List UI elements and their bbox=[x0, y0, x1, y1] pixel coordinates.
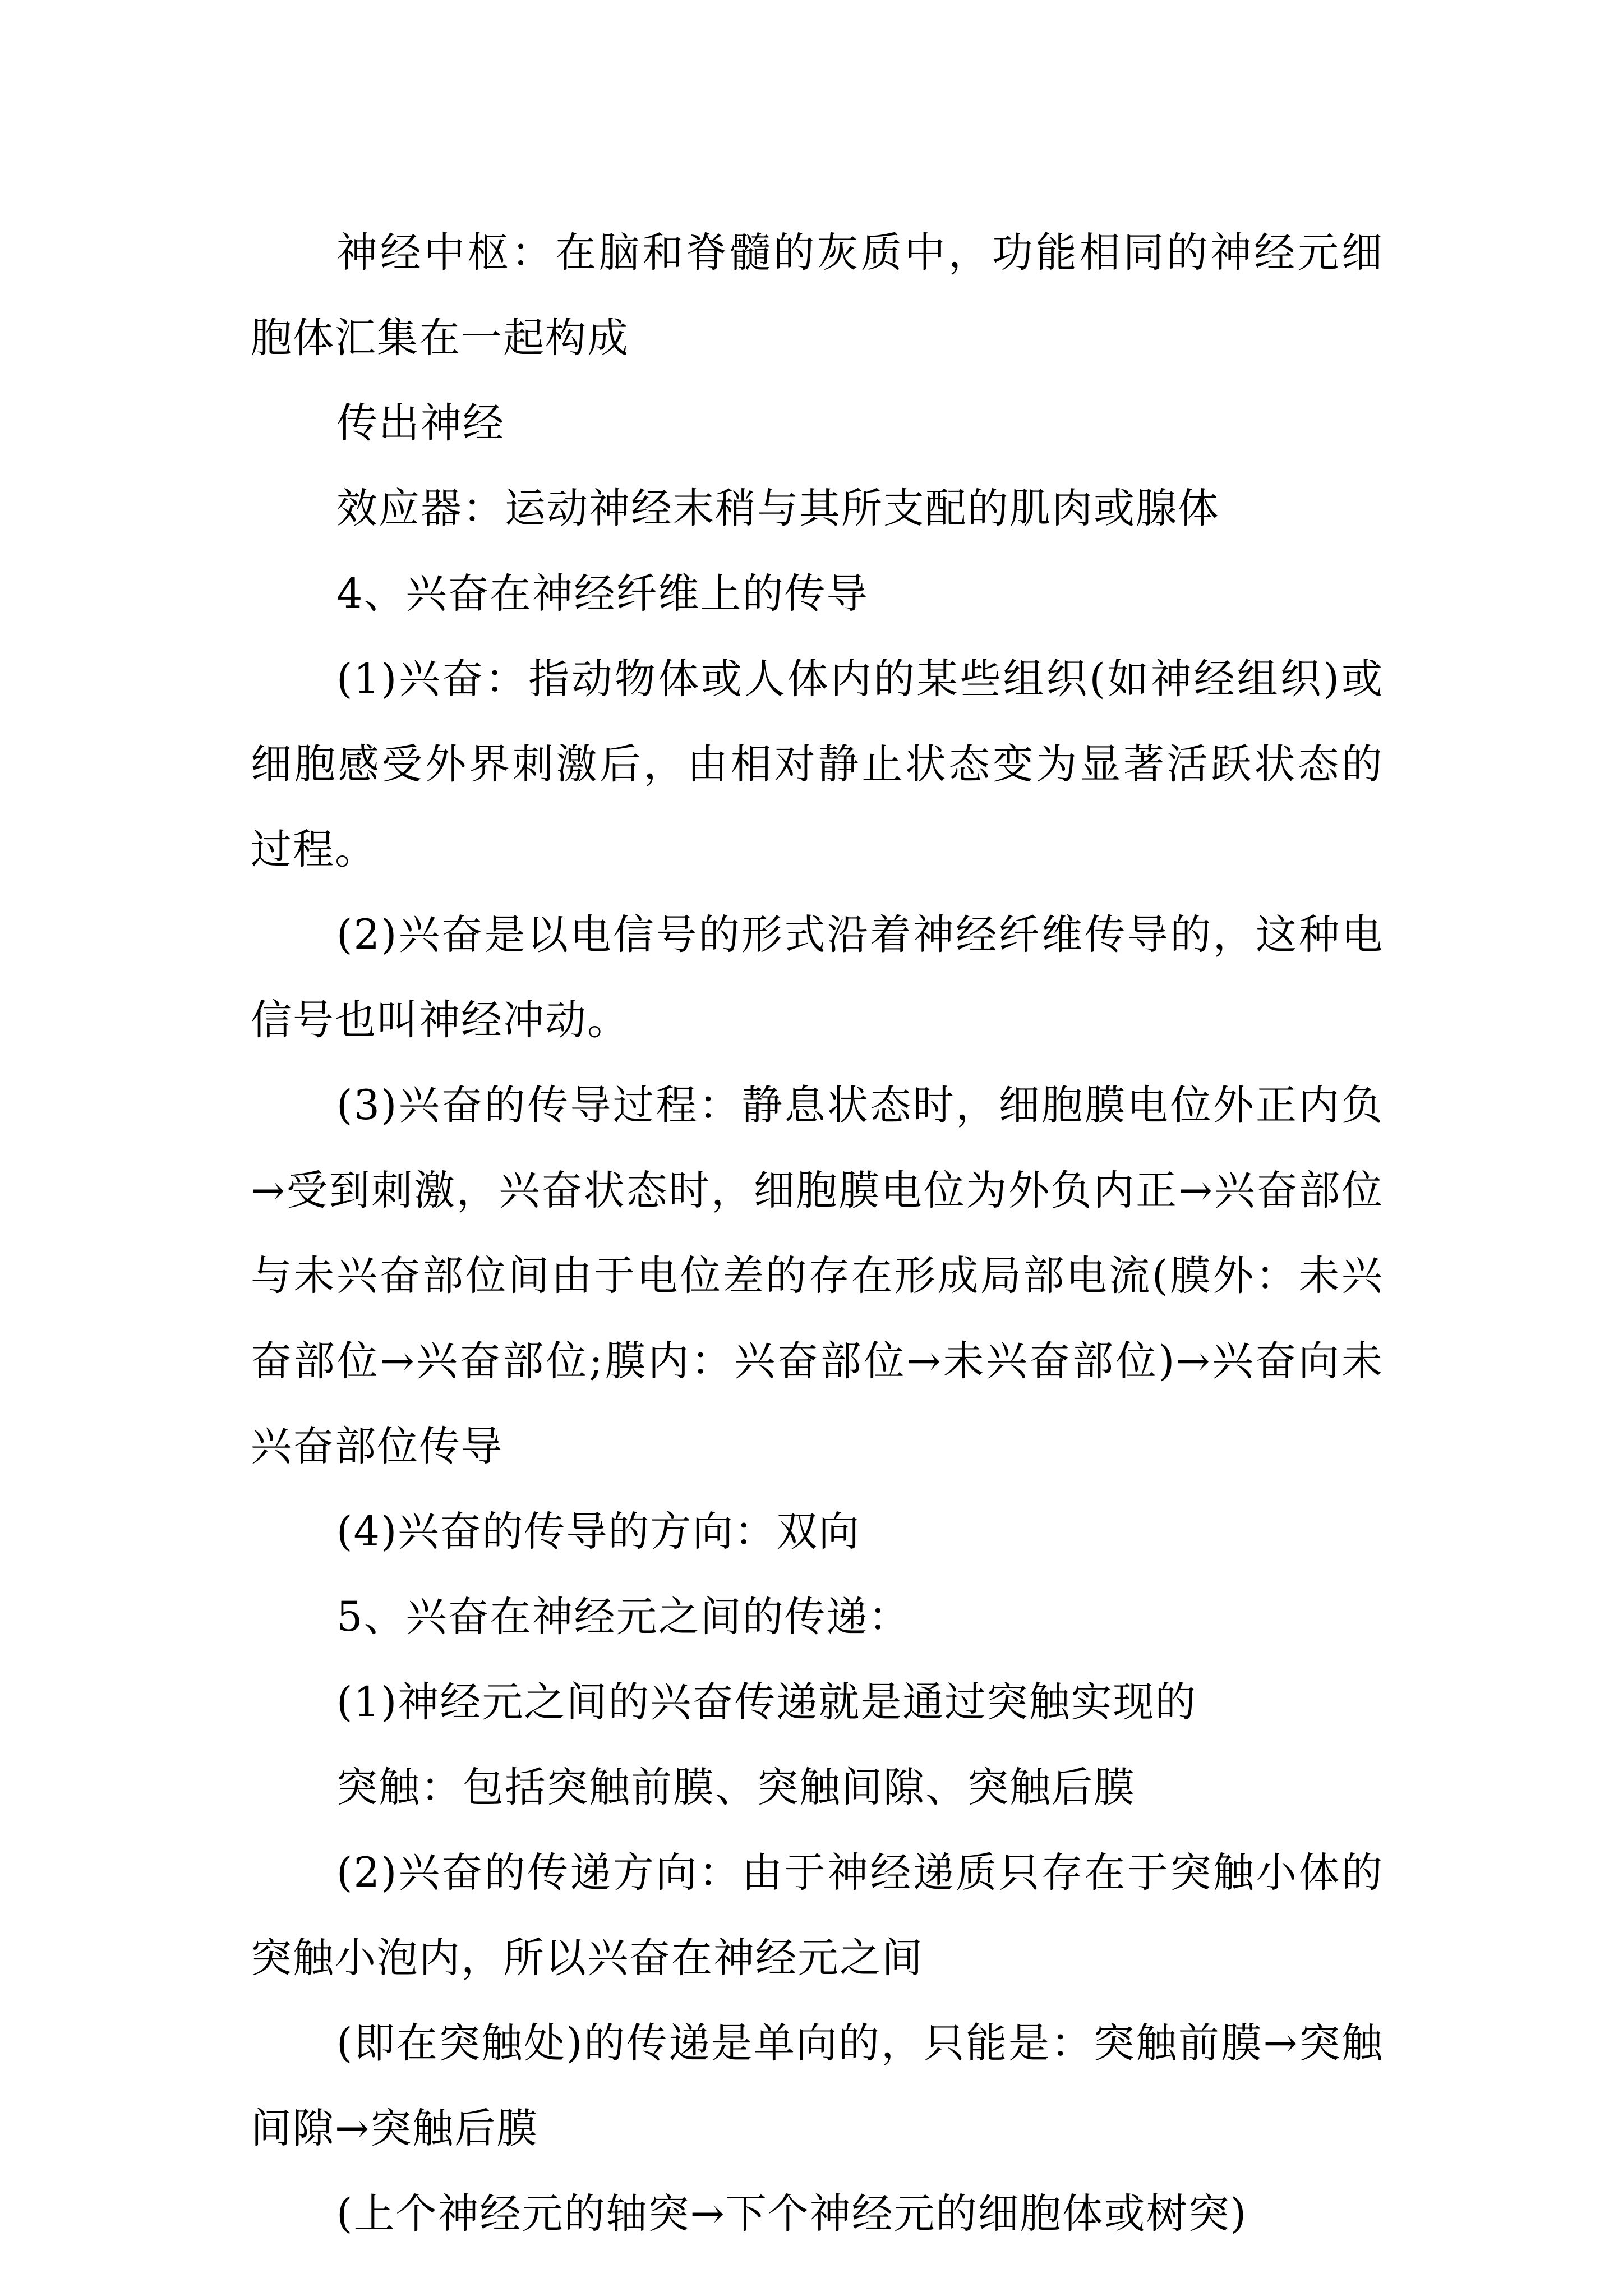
section-heading-5: 5、兴奋在神经元之间的传递： bbox=[336, 1593, 911, 1641]
paragraph-unidirectional: (即在突触处)的传递是单向的，只能是：突触前膜→突触间隙→突触后膜 bbox=[251, 2019, 1384, 2152]
paragraph-excitation-definition: (1)兴奋：指动物体或人体内的某些组织(如神经组织)或细胞感受外界刺激后，由相对静止状态变为显著活跃状态的过程。 bbox=[251, 655, 1384, 873]
paragraph-transmission-direction: (2)兴奋的传递方向：由于神经递质只存在于突触小体的突触小泡内，所以兴奋在神经元之间 bbox=[251, 1849, 1384, 1982]
paragraph-axon-to-dendrite: (上个神经元的轴突→下个神经元的细胞体或树突) bbox=[336, 2190, 1248, 2238]
paragraph-synapse-parts: 突触：包括突触前膜、突触间隙、突触后膜 bbox=[336, 1764, 1136, 1811]
paragraph-effector: 效应器：运动神经末稍与其所支配的肌肉或腺体 bbox=[336, 485, 1220, 532]
paragraph-conduction-direction: (4)兴奋的传导的方向：双向 bbox=[336, 1508, 861, 1556]
document-body bbox=[251, 210, 1384, 2257]
section-heading-4: 4、兴奋在神经纤维上的传导 bbox=[336, 570, 869, 618]
paragraph-conduction-process: (3)兴奋的传导过程：静息状态时，细胞膜电位外正内负→受到刺激，兴奋状态时，细胞膜电位为外负内正→兴奋部位与未兴奋部位间由于电位差的存在形成局部电流(膜外：未兴奋部位→兴奋部位;膜内：兴奋部位→未兴奋部位)→兴奋向未兴奋部位传导 bbox=[251, 1082, 1384, 1470]
paragraph-nerve-center: 神经中枢：在脑和脊髓的灰质中，功能相同的神经元细胞体汇集在一起构成 bbox=[251, 229, 1384, 362]
paragraph-electrical-signal: (2)兴奋是以电信号的形式沿着神经纤维传导的，这种电信号也叫神经冲动。 bbox=[251, 911, 1384, 1044]
paragraph-synapse-transmission: (1)神经元之间的兴奋传递就是通过突触实现的 bbox=[336, 1678, 1197, 1726]
paragraph-efferent-nerve: 传出神经 bbox=[336, 399, 505, 447]
